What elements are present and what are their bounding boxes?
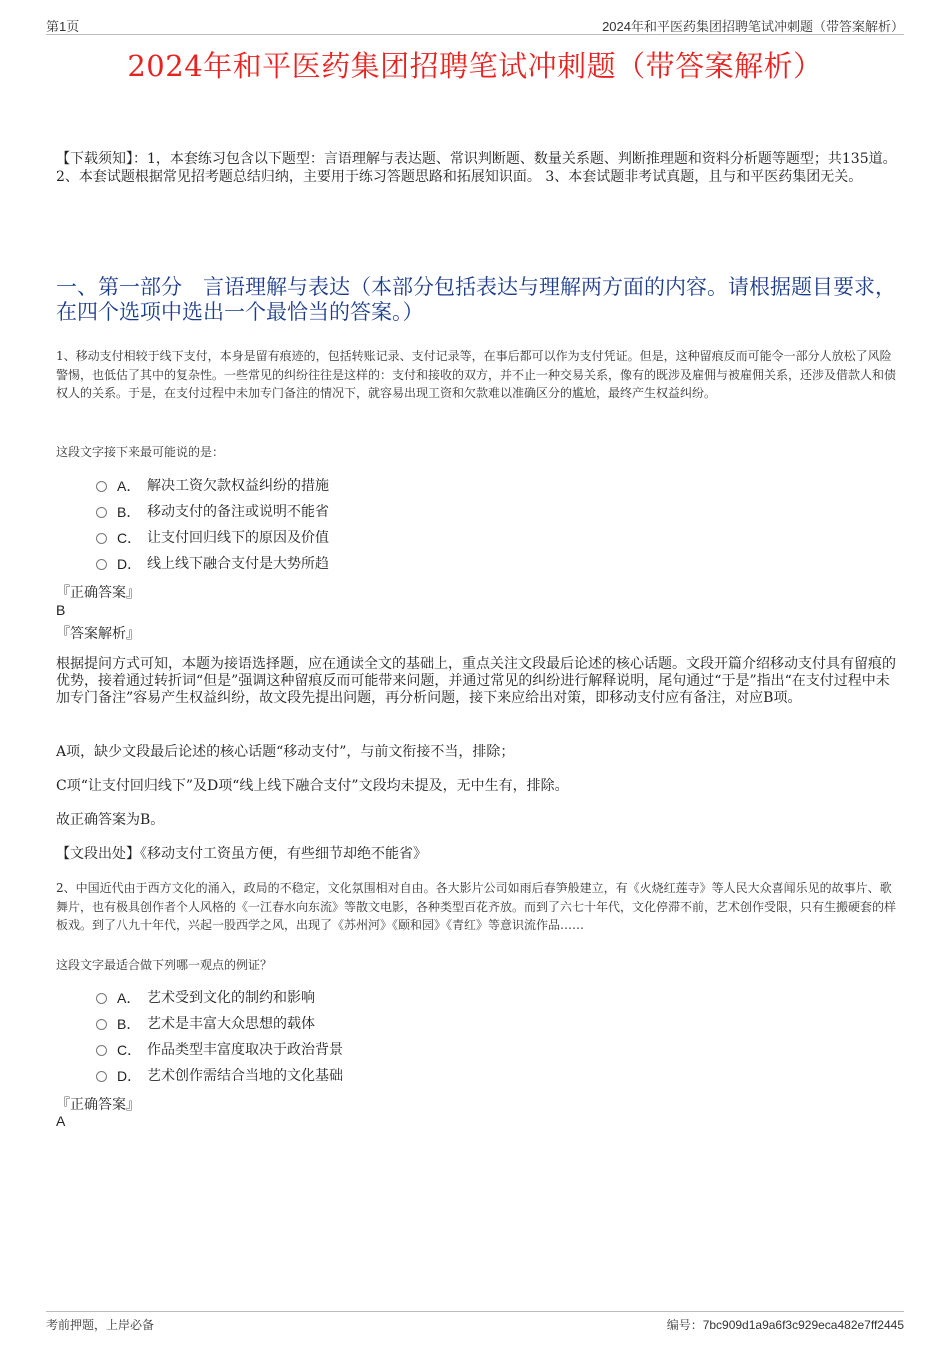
question-2-text: 2、中国近代由于西方文化的涌入，政局的不稳定，文化氛围相对自由。各大影片公司如雨后春笋般建立，有《火烧红莲寺》等人民大众喜闻乐见的故事片、歌舞片，也有极具创作者个人风格的《一江春水向东流》等散文电影，各种类型百花齐放。而到了六七十年代，文化停滞不前，艺术创作受限，只有生搬硬套的样板戏。到了八九十年代，兴起一股西学之风，出现了《苏州河》《颐和园》《青红》等意识流作品…… [56,881,897,932]
radio-icon[interactable] [96,507,107,518]
answer-label: 『正确答案』 [56,1097,140,1113]
radio-icon[interactable] [96,1045,107,1056]
analysis-paragraph: 故正确答案为B。 [56,812,165,828]
page-number: 第1页 [46,19,80,34]
option-c[interactable]: C． 作品类型丰富度取决于政治背景 [96,1037,596,1063]
question-1-options [96,473,596,577]
radio-icon[interactable] [96,559,107,570]
radio-icon[interactable] [96,1019,107,1030]
answer-label: 『正确答案』 [56,585,140,601]
download-notice: 【下载须知】：1，本套练习包含以下题型：言语理解与表达题、常识判断题、数量关系题、判断推理题和资料分析题等题型；共135道。 2、本套试题根据常见招考题总结归纳，主要用于练习答题思路和拓展知识面。 3、本套试题非考试真题，且与和平医药集团无关。 [56,151,897,185]
option-b[interactable]: B． 移动支付的备注或说明不能省 [96,499,596,525]
option-a[interactable]: A． 解决工资欠款权益纠纷的措施 [96,473,596,499]
radio-icon[interactable] [96,993,107,1004]
section-heading: 一、第一部分 言语理解与表达（本部分包括表达与理解两方面的内容。请根据题目要求，在四个选项中选出一个最恰当的答案。） [56,275,896,324]
option-c[interactable]: C． 让支付回归线下的原因及价值 [96,525,596,551]
question-1-text: 1、移动支付相较于线下支付，本身是留有痕迹的，包括转账记录、支付记录等，在事后都可以作为支付凭证。但是，这种留痕反而可能令一部分人放松了风险警惕，也低估了其中的复杂性。一些常见的纠纷往往是这样的：支付和接收的双方，并不止一种交易关系，像有的既涉及雇佣与被雇佣关系，还涉及借款人和债权人的关系。于是，在支付过程中未加专门备注的情况下，就容易出现工资和欠款难以准确区分的尴尬，最终产生权益纠纷。 [56,349,897,400]
document-id: 编号：7bc909d1a9a6f3c929eca482e7ff2445 [666,1318,904,1332]
radio-icon[interactable] [96,533,107,544]
analysis-label: 『答案解析』 [56,626,140,642]
option-d[interactable]: D． 艺术创作需结合当地的文化基础 [96,1063,596,1089]
analysis-paragraph: C项“让支付回归线下”及D项“线上线下融合支付”文段均未提及，无中生有，排除。 [56,778,569,794]
page-footer [46,1311,904,1334]
page-title: 2024年和平医药集团招聘笔试冲刺题（带答案解析） [127,49,823,83]
analysis-paragraph: A项，缺少文段最后论述的核心话题“移动支付”，与前文衔接不当，排除； [56,744,515,760]
question-2-prompt: 这段文字最适合做下列哪一观点的例证？ [56,958,273,972]
radio-icon[interactable] [96,1071,107,1082]
page-header [46,14,904,35]
option-a[interactable]: A． 艺术受到文化的制约和影响 [96,985,596,1011]
header-doc-title: 2024年和平医药集团招聘笔试冲刺题（带答案解析） [602,19,904,34]
source-citation: 【文段出处】《移动支付工资虽方便，有些细节却绝不能省》 [56,846,427,862]
question-1-prompt: 这段文字接下来最可能说的是： [56,445,225,459]
answer-value: B [56,602,66,618]
analysis-paragraph: 根据提问方式可知，本题为接语选择题，应在通读全文的基础上，重点关注文段最后论述的核心话题。文段开篇介绍移动支付具有留痕的优势，接着通过转折词“但是”强调这种留痕反而可能带来问题，并通过常见的纠纷进行解释说明，尾句通过“于是”指出“在支付过程中未加专门备注”容易产生权益纠纷，故文段先提出问题，再分析问题，接下来应给出对策，即移动支付应有备注，对应B项。 [56,656,896,706]
option-b[interactable]: B． 艺术是丰富大众思想的载体 [96,1011,596,1037]
question-2-options [96,985,596,1089]
answer-value: A [56,1113,66,1129]
option-d[interactable]: D． 线上线下融合支付是大势所趋 [96,551,596,577]
footer-slogan: 考前押题，上岸必备 [46,1318,155,1332]
radio-icon[interactable] [96,481,107,492]
